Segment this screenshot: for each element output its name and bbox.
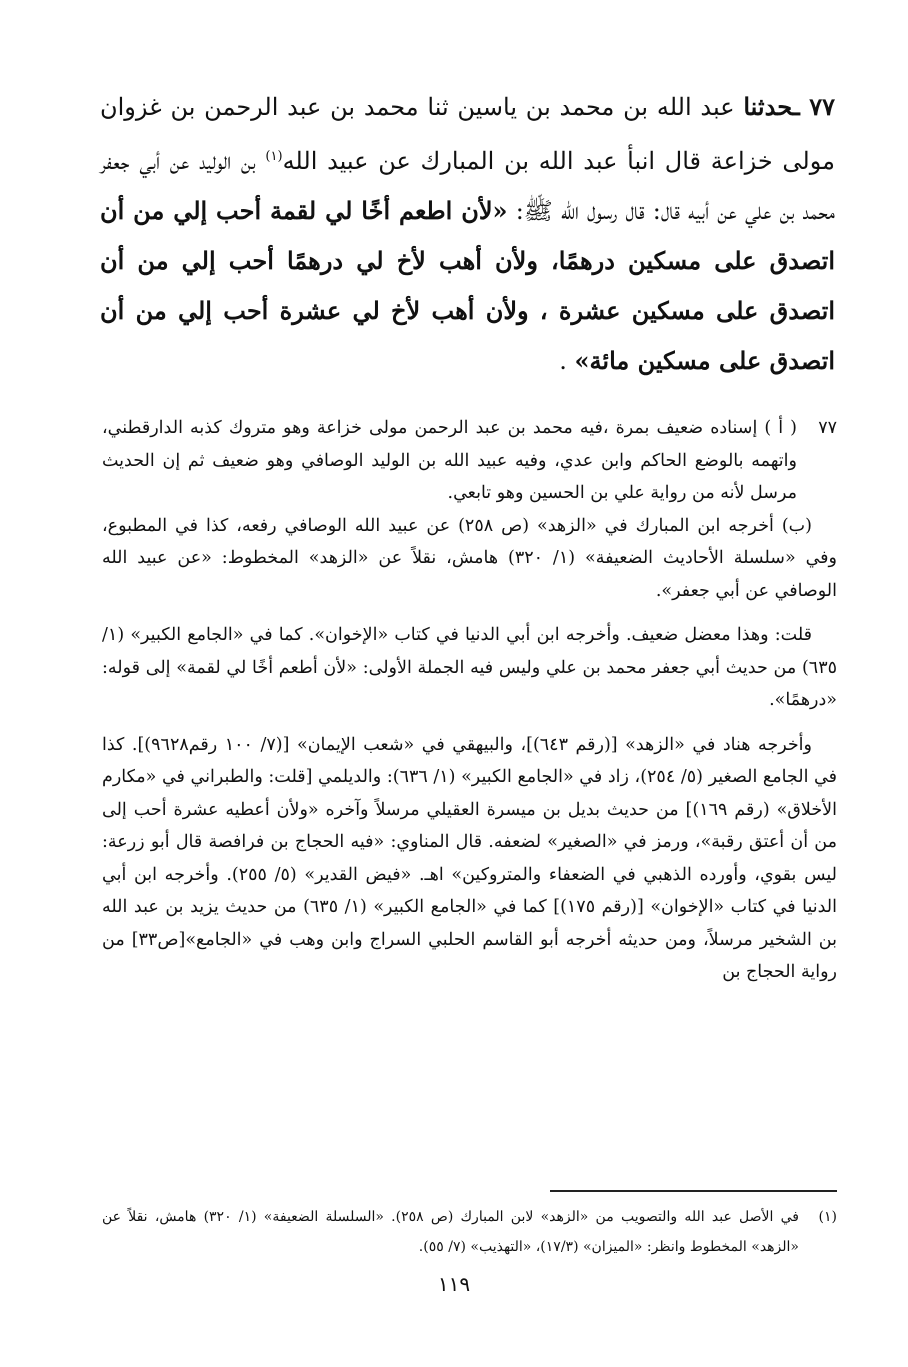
hadith-intro: حدثنا	[743, 92, 793, 121]
footnotes	[102, 1202, 837, 1262]
hadith-isnad-continued: بن الوليد عن أبي جعفر محمد بن علي عن أبيه قال: قال رسول الله ﷺ:	[100, 147, 835, 225]
hadith-isnad: عبد الله بن محمد بن ياسين ثنا محمد بن عبد الرحمن بن غزوان مولى خزاعة قال انبأ عبد الله بن المبارك عن عبيد الله	[100, 93, 836, 175]
footnote-number: (١)	[818, 1209, 837, 1225]
commentary-paragraph-3: قلت: وهذا معضل ضعيف. وأخرجه ابن أبي الدنيا في كتاب «الإخوان». كما في «الجامع الكبير» (١/ ٦٣٥) من حديث أبي جعفر محمد بن علي وليس فيه الجملة الأولى: «لأن أطعم أخًا لي لقمة» إلى قوله: «درهمًا».	[102, 625, 837, 710]
footnote-divider	[550, 1190, 837, 1192]
page-number: ١١٩	[437, 1272, 471, 1296]
commentary-paragraph-2: (ب) أخرجه ابن المبارك في «الزهد» (ص ٢٥٨) عن عبيد الله الوصافي رفعه، كذا في المطبوع، وفي «سلسلة الأحاديث الضعيفة» (١/ ٣٢٠) هامش، نقلاً عن «الزهد» المخطوط: «عن عبيد الله الوصافي عن أبي جعفر».	[102, 515, 837, 601]
commentary	[102, 412, 837, 989]
footnote-1	[102, 1202, 837, 1262]
footnote-marker: (١)	[265, 149, 283, 164]
hadith-end: .	[559, 347, 575, 375]
hadith-matn: «لأن اطعم أخًا لي لقمة أحب إلي من أن اتصدق على مسكين درهمًا، ولأن أهب لأخ لي درهمًا أحب إلي من أن اتصدق على مسكين عشرة ، ولأن أهب لأخ لي عشرة أحب إلي من أن اتصدق على مسكين مائة»	[100, 196, 835, 375]
hadith-text	[100, 82, 835, 386]
commentary-text-1: ( أ ) إسناده ضعيف بمرة ،فيه محمد بن عبد الرحمن مولى خزاعة وهو متروك كذبه الدارقطني، واتهمه بالوضع الحاكم وابن عدي، وفيه عبيد الله بن الوليد الوصافي وهو ضعيف ثم إن الحديث مرسل لأنه من رواية علي بن الحسين وهو تابعي.	[102, 418, 797, 503]
commentary-number: ٧٧	[818, 418, 837, 438]
hadith-number: ٧٧ ـ	[792, 92, 836, 121]
footnote-text: في الأصل عبد الله والتصويب من «الزهد» لابن المبارك (ص ٢٥٨). «السلسلة الضعيفة» (١/ ٣٢٠) هامش، نقلاً عن «الزهد» المخطوط وانظر: «الميزان» (١٧/٣)، «التهذيب» (٧/ ٥٥).	[102, 1209, 799, 1255]
commentary-paragraph-1	[102, 412, 837, 510]
commentary-paragraph-4: وأخرجه هناد في «الزهد» [(رقم ٦٤٣)]، والبيهقي في «شعب الإيمان» [(٧/ ١٠٠ رقم٩٦٢٨)]. كذا في الجامع الصغير (٥/ ٢٥٤)، زاد في «الجامع الكبير» (١/ ٦٣٦): والديلمي [قلت: والطبراني في «مكارم الأخلاق» (رقم ١٦٩)] من حديث بديل بن ميسرة العقيلي مرسلاً وآخره «ولأن أعطيه عشرة أحب إلى من أن أعتق رقبة»، ورمز في «الصغير» لضعفه. قال المناوي: «فيه الحجاج بن فرافصة قال أبو زرعة: ليس بقوي، وأورده الذهبي في الضعفاء والمتروكين» اهـ. «فيض القدير» (٥/ ٢٥٥). وأخرجه ابن أبي الدنيا في كتاب «الإخوان» [(رقم ١٧٥)] كما في «الجامع الكبير» (١/ ٦٣٥) من حديث يزيد بن عبد الله بن الشخير مرسلاً، ومن حديثه أخرجه أبو القاسم الحلبي السراج وابن وهب في «الجامع»[ص٣٣] من رواية الحجاج بن	[102, 734, 838, 982]
